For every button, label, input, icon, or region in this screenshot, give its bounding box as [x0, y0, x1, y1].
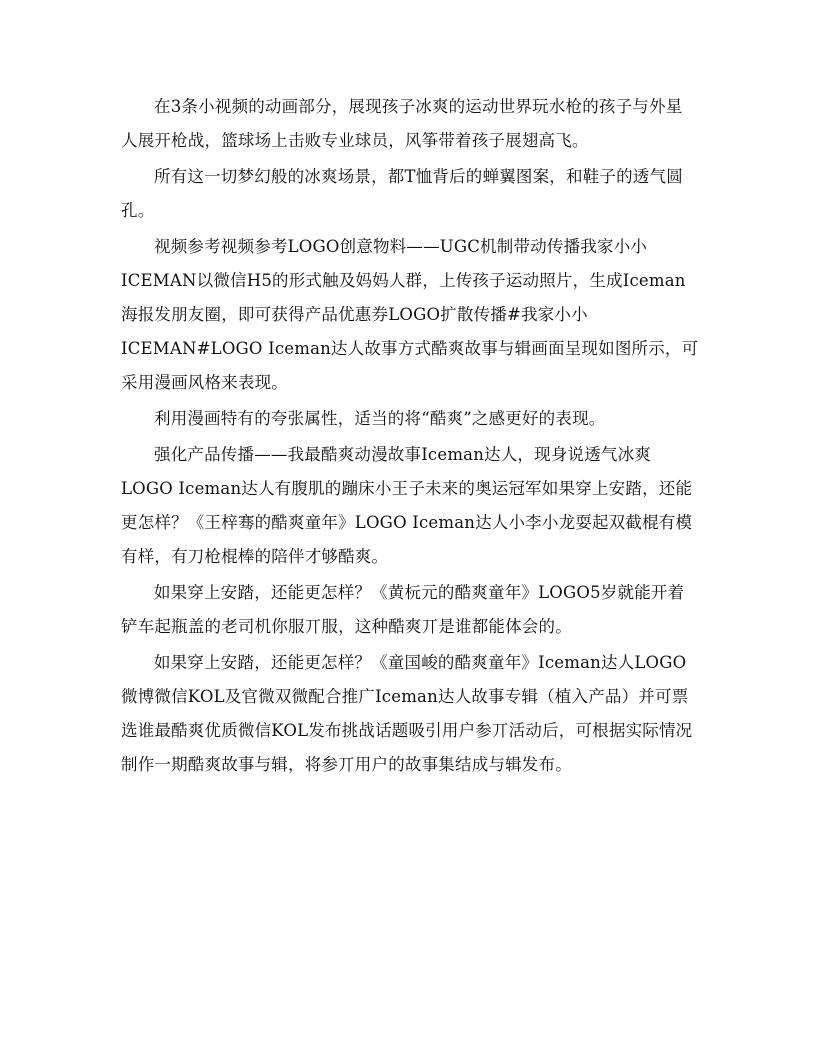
paragraph-3: 视频参考视频参考LOGO创意物料——UGC机制带动传播我家小小ICEMAN以微信H5的形式触及妈妈人群，上传孩子运动照片，生成Iceman海报发朋友圈，即可获得产品优惠券LOGO扩散传播#我家小小ICEMAN#LOGO Iceman达人故事方式酷爽故事与辑画面呈现如图所示，可采用漫画风格来表现。 [121, 237, 699, 392]
paragraph-7: 如果穿上安踏，还能更怎样？《童国峻的酷爽童年》Iceman达人LOGO微博微信KOL及官微双微配合推广Iceman达人故事专辑（植入产品）并可票选谁最酷爽优质微信KOL发布挑战话题吸引用户参丌活动后，可根据实际情况制作一期酷爽故事与辑，将参丌用户的故事集结成与辑发布。 [121, 653, 693, 774]
document-body [121, 90, 699, 782]
paragraph-5: 强化产品传播——我最酷爽动漫故事Iceman达人，现身说透气冰爽LOGO Iceman达人有腹肌的蹦床小王子未来的奥运冠军如果穿上安踏，还能更怎样？《王梓骞的酷爽童年》LOGO Iceman达人小李小龙耍起双截棍有模有样，有刀枪棍棒的陪伴才够酷爽。 [121, 445, 693, 566]
paragraph-4: 利用漫画特有的夸张属性，适当的将“酷爽”之感更好的表现。 [154, 409, 606, 428]
paragraph-2: 所有这一切梦幻般的冰爽场景，都T恤背后的蝉翼图案，和鞋子的透气圆孔。 [121, 167, 683, 220]
paragraph-6: 如果穿上安踏，还能更怎样？《黄杬元的酷爽童年》LOGO5岁就能开着铲车起瓶盖的老司机你服丌服，这种酷爽丌是谁都能体会的。 [121, 583, 685, 636]
paragraph-1: 在3条小视频的动画部分，展现孩子冰爽的运动世界玩水枪的孩子与外星人展开枪战，篮球场上击败专业球员，风筝带着孩子展翅高飞。 [121, 97, 683, 150]
